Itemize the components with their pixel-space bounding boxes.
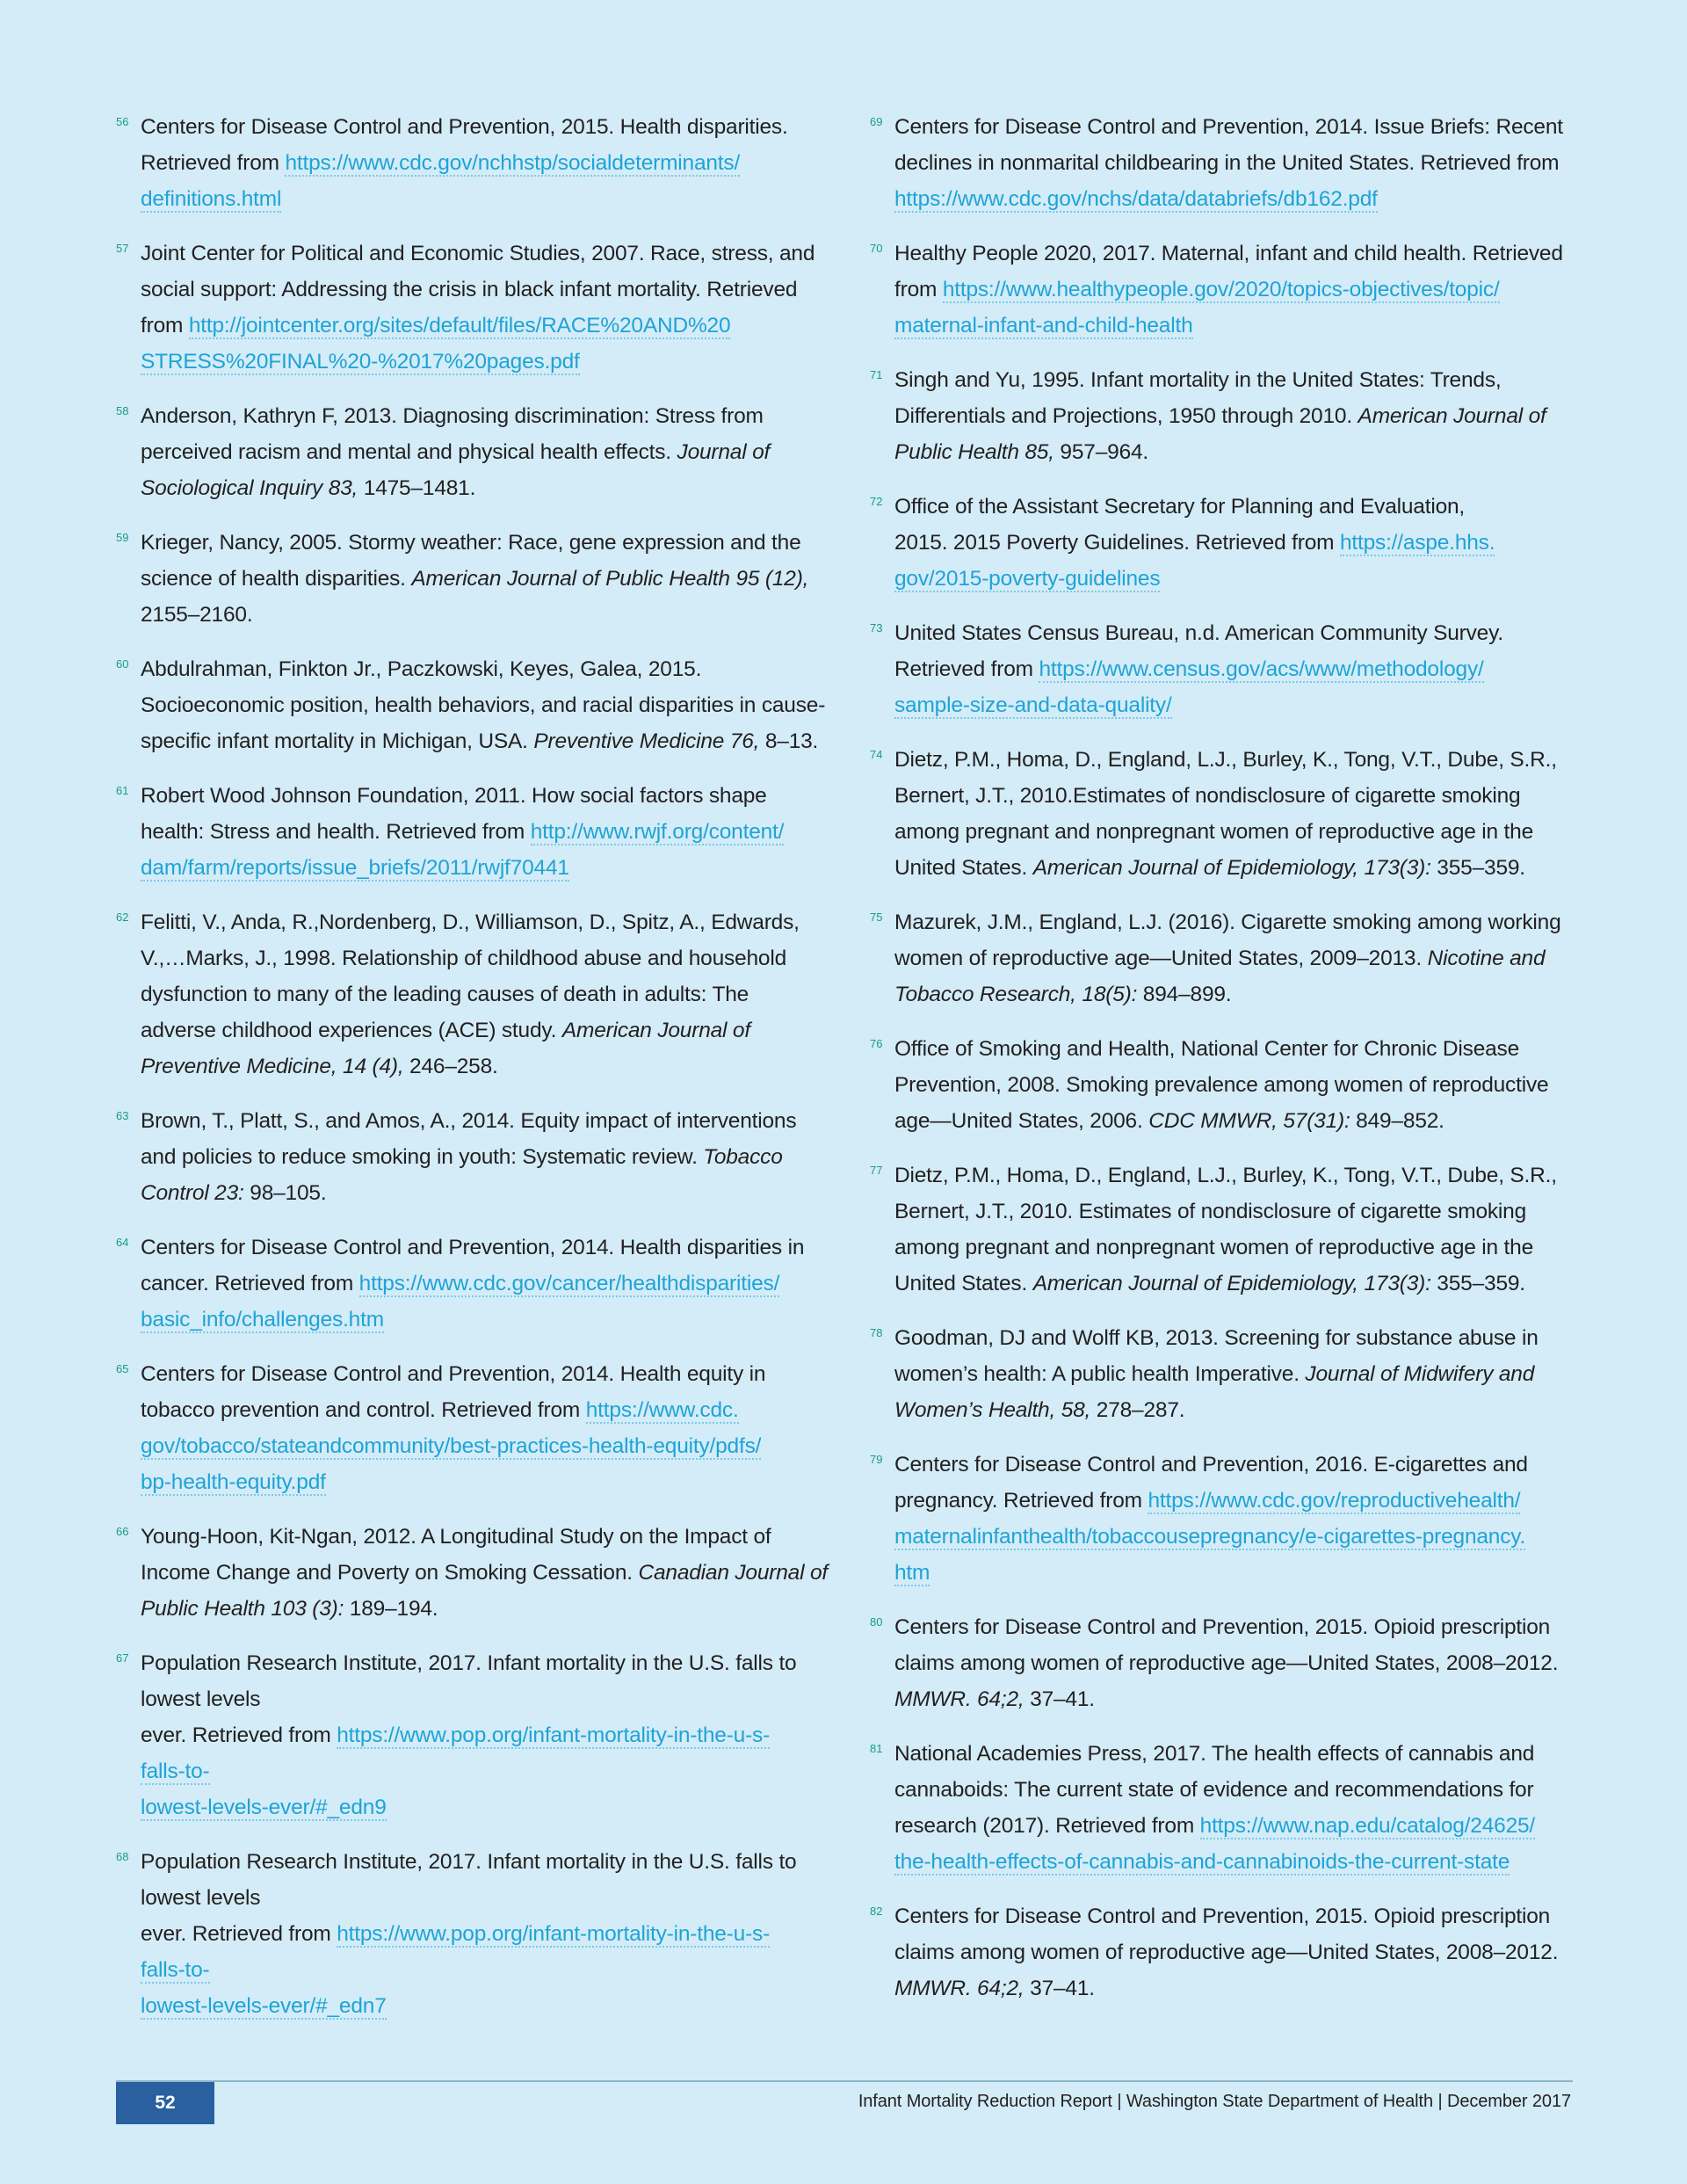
reference-item <box>870 1898 1582 2006</box>
reference-text: Population Research Institute, 2017. Infant mortality in the U.S. falls to <box>141 1850 797 1874</box>
reference-item <box>870 1031 1582 1139</box>
reference-text: Dietz, P.M., Homa, D., England, L.J., Burley, K., Tong, V.T., Dube, S.R., Bernert, J.T., 2010.Estimates of nondisclosure of cigarette smoking among pregnant and nonpregnant women of reproductive age in the United States. <box>894 748 1557 880</box>
reference-journal-title: American Journal of Preventive Medicine, 14 (4), <box>141 1019 750 1078</box>
reference-text: United States Census Bureau, n.d. American Community Survey. Retrieved from <box>894 621 1503 681</box>
reference-link[interactable]: basic_info/challenges.htm <box>141 1308 384 1331</box>
reference-item <box>870 362 1582 470</box>
reference-text: Singh and Yu, 1995. Infant mortality in the United States: Trends, Differentials and Projections, 1950 through 2010. <box>894 368 1502 428</box>
reference-link[interactable]: bp-health-equity.pdf <box>141 1470 326 1494</box>
reference-number: 56 <box>116 115 129 128</box>
reference-link[interactable]: htm <box>894 1561 930 1585</box>
references-right-column <box>870 109 1582 2025</box>
reference-number: 80 <box>870 1615 883 1629</box>
reference-text: Population Research Institute, 2017. Infant mortality in the U.S. falls to <box>141 1651 797 1675</box>
reference-link[interactable]: https://www.cdc.gov/nchhstp/socialdeterminants/ <box>285 151 741 175</box>
reference-number: 57 <box>116 242 129 255</box>
reference-text: Centers for Disease Control and Prevention, 2016. E-cigarettes and pregnancy. Retrieved from <box>894 1453 1528 1513</box>
reference-journal-title: American Journal of Epidemiology, 173(3): <box>1032 856 1431 880</box>
reference-number: 67 <box>116 1651 129 1665</box>
reference-item <box>116 109 828 217</box>
reference-text: Krieger, Nancy, 2005. Stormy weather: Race, gene expression and the science of health disparities. <box>141 531 801 591</box>
reference-link[interactable]: lowest-levels-ever/#_edn9 <box>141 1796 387 1819</box>
reference-link[interactable]: https://www.healthypeople.gov/2020/topics-objectives/topic/ <box>942 278 1500 301</box>
reference-link[interactable]: https://www.cdc. <box>585 1398 739 1422</box>
reference-journal-title: MMWR. 64;2, <box>894 1977 1025 2000</box>
reference-text: Dietz, P.M., Homa, D., England, L.J., Burley, K., Tong, V.T., Dube, S.R., Bernert, J.T., 2010. Estimates of nondisclosure of cigarette smoking among pregnant and nonpregnant women of reproductive age in the United States. <box>894 1164 1557 1295</box>
reference-text: Goodman, DJ and Wolff KB, 2013. Screening for substance abuse in women’s health: A public health Imperative. <box>894 1326 1539 1386</box>
reference-journal-title: American Journal of Public Health 95 (12), <box>411 567 809 591</box>
reference-journal-title: Journal of Midwifery and Women’s Health, 58, <box>894 1362 1535 1422</box>
reference-text: Robert Wood Johnson Foundation, 2011. How social factors shape health: Stress and health. Retrieved from <box>141 784 767 844</box>
reference-item <box>116 398 828 506</box>
reference-text: 37–41. <box>1024 1977 1095 2000</box>
reference-number: 75 <box>870 911 883 924</box>
reference-link[interactable]: lowest-levels-ever/#_edn7 <box>141 1994 387 2018</box>
reference-item <box>116 1356 828 1500</box>
reference-item <box>116 236 828 380</box>
reference-link[interactable]: falls-to- <box>141 1760 210 1783</box>
reference-text: lowest levels <box>141 1687 261 1711</box>
reference-item <box>116 1844 828 2024</box>
reference-item <box>116 525 828 633</box>
reference-journal-title: Preventive Medicine 76, <box>533 729 760 753</box>
reference-text: 849–852. <box>1350 1109 1444 1133</box>
reference-link[interactable]: maternalinfanthealth/tobaccousepregnancy/e-cigarettes-pregnancy. <box>894 1525 1526 1549</box>
reference-item <box>870 1736 1582 1880</box>
reference-number: 81 <box>870 1742 883 1755</box>
reference-text: Abdulrahman, Finkton Jr., Paczkowski, Keyes, Galea, 2015. Socioeconomic position, health behaviors, and racial disparities in cause-specific infant mortality in Michigan, USA. <box>141 657 826 753</box>
reference-journal-title: Journal of Sociological Inquiry 83, <box>141 440 771 500</box>
reference-link[interactable]: dam/farm/reports/issue_briefs/2011/rwjf70441 <box>141 856 569 880</box>
reference-text: 189–194. <box>344 1597 438 1621</box>
reference-number: 68 <box>116 1850 129 1863</box>
reference-number: 58 <box>116 404 129 417</box>
references-left-column <box>116 109 828 2043</box>
reference-link[interactable]: STRESS%20FINAL%20-%2017%20pages.pdf <box>141 350 580 374</box>
reference-number: 59 <box>116 531 129 544</box>
reference-link[interactable]: gov/tobacco/stateandcommunity/best-practices-health-equity/pdfs/ <box>141 1434 762 1458</box>
reference-link[interactable]: sample-size-and-data-quality/ <box>894 693 1172 717</box>
reference-text: 2015. 2015 Poverty Guidelines. Retrieved from <box>894 531 1340 555</box>
reference-item <box>870 1447 1582 1591</box>
reference-text: 37–41. <box>1024 1687 1095 1711</box>
reference-item <box>116 1230 828 1338</box>
reference-text: Mazurek, J.M., England, L.J. (2016). Cigarette smoking among working women of reproductive age—United States, 2009–2013. <box>894 911 1561 970</box>
reference-journal-title: Nicotine and Tobacco Research, 18(5): <box>894 947 1546 1006</box>
reference-number: 64 <box>116 1236 129 1249</box>
reference-text: lowest levels <box>141 1886 261 1910</box>
reference-item <box>116 904 828 1085</box>
reference-number: 82 <box>870 1905 883 1918</box>
reference-text: Centers for Disease Control and Prevention, 2014. Issue Briefs: Recent declines in nonmarital childbearing in the United States. Retrieved from <box>894 115 1563 175</box>
reference-text: Office of Smoking and Health, National Center for Chronic Disease Prevention, 2008. Smoking prevalence among women of reproductive age—United States, 2006. <box>894 1037 1549 1133</box>
reference-item <box>870 109 1582 217</box>
reference-link[interactable]: http://www.rwjf.org/content/ <box>530 820 785 844</box>
reference-journal-title: American Journal of Epidemiology, 173(3): <box>1032 1272 1431 1295</box>
reference-number: 78 <box>870 1326 883 1339</box>
reference-text: 278–287. <box>1090 1398 1185 1422</box>
reference-link[interactable]: https://www.cdc.gov/reproductivehealth/ <box>1148 1489 1521 1513</box>
reference-text: 2155–2160. <box>141 603 253 627</box>
reference-link[interactable]: http://jointcenter.org/sites/default/files/RACE%20AND%20 <box>188 314 731 337</box>
reference-number: 79 <box>870 1453 883 1466</box>
reference-item <box>870 489 1582 597</box>
reference-text: Anderson, Kathryn F, 2013. Diagnosing discrimination: Stress from perceived racism and mental and physical health effects. <box>141 404 764 464</box>
reference-item <box>870 236 1582 344</box>
reference-number: 61 <box>116 784 129 797</box>
reference-number: 62 <box>116 911 129 924</box>
reference-number: 71 <box>870 368 883 381</box>
reference-link[interactable]: https://www.pop.org/infant-mortality-in-the-u-s- <box>337 1922 771 1946</box>
reference-text: 1475–1481. <box>358 476 476 500</box>
reference-link[interactable]: the-health-effects-of-cannabis-and-cannabinoids-the-current-state <box>894 1850 1510 1874</box>
reference-text: ever. Retrieved from <box>141 1723 337 1747</box>
reference-text: Healthy People 2020, 2017. Maternal, infant and child health. Retrieved from <box>894 242 1563 301</box>
reference-text: National Academies Press, 2017. The health effects of cannabis and cannaboids: The current state of evidence and recommendations for research (2017). Retrieved from <box>894 1742 1535 1838</box>
reference-link[interactable]: gov/2015-poverty-guidelines <box>894 567 1161 591</box>
reference-item <box>870 742 1582 886</box>
reference-text: Centers for Disease Control and Prevention, 2014. Health disparities in cancer. Retrieved from <box>141 1236 805 1295</box>
reference-item <box>116 651 828 759</box>
reference-number: 60 <box>116 657 129 671</box>
reference-number: 65 <box>116 1362 129 1375</box>
reference-number: 69 <box>870 115 883 128</box>
reference-number: 63 <box>116 1109 129 1122</box>
reference-text: Joint Center for Political and Economic Studies, 2007. Race, stress, and social support: Addressing the crisis in black infant mortality. Retrieved from <box>141 242 815 337</box>
reference-number: 77 <box>870 1164 883 1177</box>
reference-text: 355–359. <box>1430 1272 1525 1295</box>
reference-journal-title: Tobacco Control 23: <box>141 1145 783 1205</box>
reference-link[interactable]: https://www.cdc.gov/nchs/data/databriefs/db162.pdf <box>894 187 1378 211</box>
reference-number: 73 <box>870 621 883 635</box>
reference-number: 70 <box>870 242 883 255</box>
reference-number: 76 <box>870 1037 883 1050</box>
reference-text: 894–899. <box>1137 983 1232 1006</box>
reference-text: 957–964. <box>1053 440 1149 464</box>
reference-link[interactable]: https://www.cdc.gov/cancer/healthdisparities/ <box>358 1272 780 1295</box>
footer-divider <box>116 2080 1573 2082</box>
reference-text: Centers for Disease Control and Prevention, 2015. Health disparities. Retrieved from <box>141 115 788 175</box>
footer-text: Infant Mortality Reduction Report | Washington State Department of Health | December 2017 <box>858 2092 1571 2111</box>
reference-link[interactable]: https://www.census.gov/acs/www/methodology/ <box>1039 657 1484 681</box>
reference-text: Brown, T., Platt, S., and Amos, A., 2014. Equity impact of interventions and policies to reduce smoking in youth: Systematic review. <box>141 1109 797 1169</box>
reference-item <box>870 1157 1582 1302</box>
reference-number: 72 <box>870 495 883 508</box>
reference-item <box>116 1103 828 1211</box>
reference-journal-title: CDC MMWR, 57(31): <box>1148 1109 1350 1133</box>
reference-text: ever. Retrieved from <box>141 1922 337 1946</box>
reference-link[interactable]: maternal-infant-and-child-health <box>894 314 1193 337</box>
reference-item <box>116 1645 828 1825</box>
page-number-badge: 52 <box>116 2082 214 2124</box>
reference-text: Centers for Disease Control and Prevention, 2015. Opioid prescription claims among women of reproductive age—United States, 2008–2012. <box>894 1615 1559 1675</box>
reference-journal-title: Canadian Journal of Public Health 103 (3): <box>141 1561 828 1621</box>
reference-text: Felitti, V., Anda, R.,Nordenberg, D., Williamson, D., Spitz, A., Edwards, V.,…Marks, J., 1998. Relationship of childhood abuse and household dysfunction to many of the leading causes of death in adults: The adverse childhood experiences (ACE) study. <box>141 911 800 1042</box>
reference-link[interactable]: definitions.html <box>141 187 282 211</box>
reference-text: Centers for Disease Control and Prevention, 2015. Opioid prescription claims among women of reproductive age—United States, 2008–2012. <box>894 1905 1559 1964</box>
reference-text: Centers for Disease Control and Prevention, 2014. Health equity in tobacco prevention and control. Retrieved from <box>141 1362 766 1422</box>
reference-item <box>116 1519 828 1627</box>
reference-link[interactable]: https://aspe.hhs. <box>1339 531 1495 555</box>
reference-text: 8–13. <box>759 729 819 753</box>
reference-text: 98–105. <box>243 1181 327 1205</box>
reference-text: 246–258. <box>403 1055 498 1078</box>
reference-item <box>870 1609 1582 1717</box>
reference-link[interactable]: https://www.pop.org/infant-mortality-in-the-u-s- <box>337 1723 771 1747</box>
reference-number: 74 <box>870 748 883 761</box>
reference-item <box>116 778 828 886</box>
reference-journal-title: American Journal of Public Health 85, <box>894 404 1546 464</box>
reference-item <box>870 904 1582 1012</box>
reference-link[interactable]: https://www.nap.edu/catalog/24625/ <box>1199 1814 1536 1838</box>
reference-text: Young-Hoon, Kit-Ngan, 2012. A Longitudinal Study on the Impact of Income Change and Poverty on Smoking Cessation. <box>141 1525 771 1585</box>
reference-text: Office of the Assistant Secretary for Planning and Evaluation, <box>894 495 1466 519</box>
reference-text: 355–359. <box>1430 856 1525 880</box>
reference-item <box>870 615 1582 723</box>
reference-item <box>870 1320 1582 1428</box>
reference-journal-title: MMWR. 64;2, <box>894 1687 1025 1711</box>
reference-link[interactable]: falls-to- <box>141 1958 210 1982</box>
reference-number: 66 <box>116 1525 129 1538</box>
